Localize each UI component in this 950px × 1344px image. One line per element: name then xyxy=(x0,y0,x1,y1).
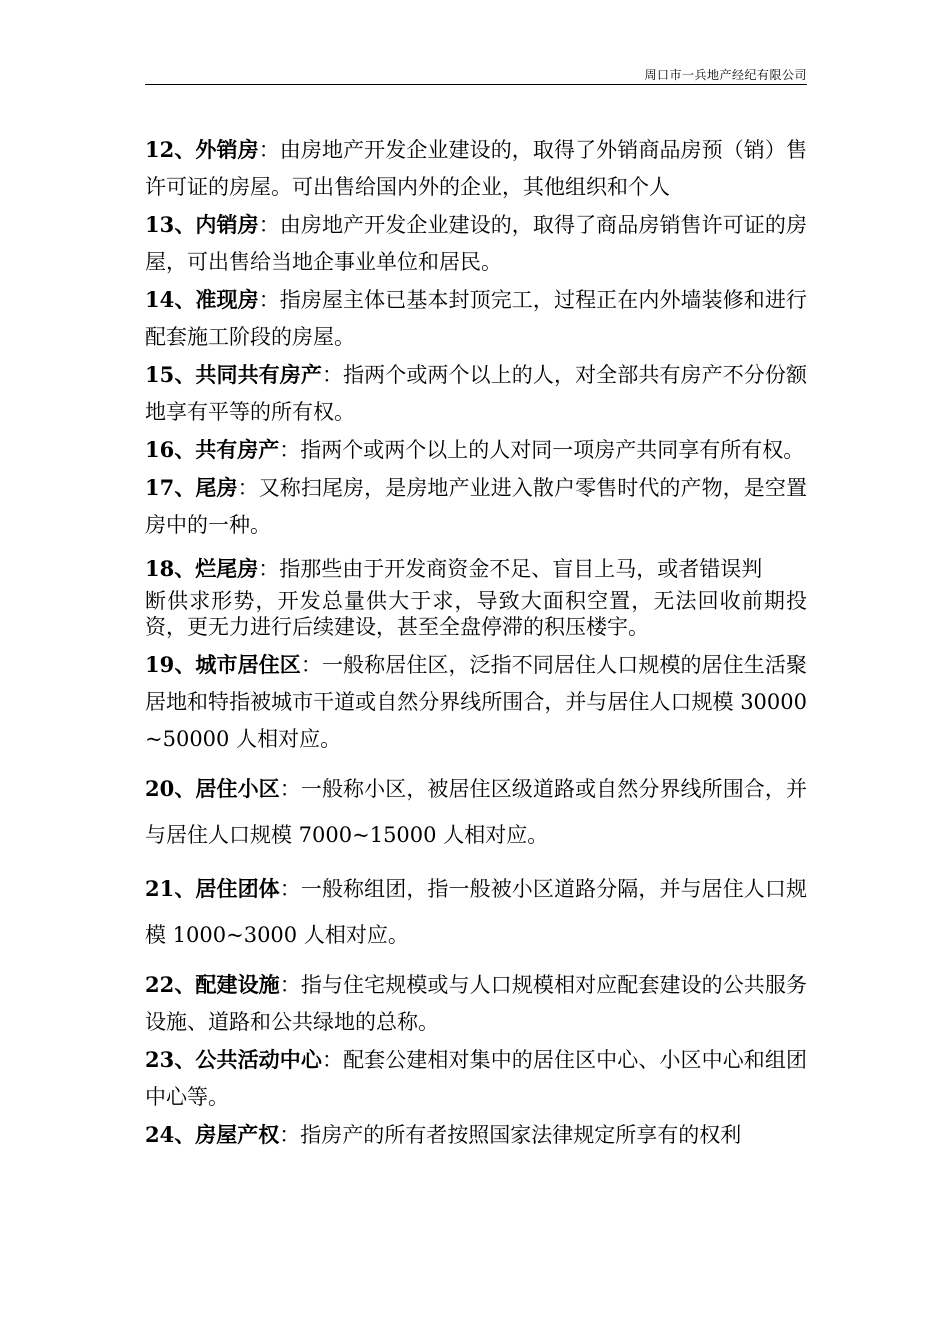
entry-separator: ： xyxy=(321,363,344,387)
entry-definition: 由房地产开发企业建设的，取得了商品房销售许可证的房屋，可出售给当地企事业单位和居民。 xyxy=(145,213,807,274)
entry-term: 19、城市居住区 xyxy=(145,652,301,677)
entry-separator: ： xyxy=(279,1123,301,1147)
entry-term: 14、准现房 xyxy=(145,287,259,312)
entry-term: 18、烂尾房 xyxy=(145,556,259,581)
entry-separator: ： xyxy=(258,557,280,581)
entry-separator: ： xyxy=(279,973,301,997)
entry-definition: 指房产的所有者按照国家法律规定所享有的权利 xyxy=(300,1123,742,1147)
entry-separator: ： xyxy=(279,877,301,901)
entry-definition-line1: 指那些由于开发商资金不足、盲目上马，或者错误判 xyxy=(279,557,763,581)
entry-term: 15、共同共有房产 xyxy=(145,362,322,387)
entry-term: 23、公共活动中心 xyxy=(145,1047,322,1072)
entry-definition: 指两个或两个以上的人对同一项房产共同享有所有权。 xyxy=(300,438,805,462)
entry-21-residential-group xyxy=(145,866,807,958)
entry-13-domestic-sale-house xyxy=(145,206,807,281)
entry-definition: 指房屋主体已基本封顶完工，过程正在内外墙装修和进行配套施工阶段的房屋。 xyxy=(145,288,807,349)
entry-term: 13、内销房 xyxy=(145,212,259,237)
entry-19-urban-residential-district xyxy=(145,646,807,758)
entry-definition: 由房地产开发企业建设的，取得了外销商品房预（销）售许可证的房屋。可出售给国内外的企业，其他组织和个人 xyxy=(145,138,807,199)
entry-separator: ： xyxy=(258,138,280,162)
entry-term: 21、居住团体 xyxy=(145,876,280,901)
entry-term: 20、居住小区 xyxy=(145,776,280,801)
entry-separator: ： xyxy=(258,288,280,312)
entry-term: 16、共有房产 xyxy=(145,437,280,462)
entry-definition: 一般称居住区，泛指不同居住人口规模的居住生活聚居地和特指被城市干道或自然分界线所围合，并与居住人口规模 30000~50000 人相对应。 xyxy=(145,653,807,751)
entry-23-public-activity-center xyxy=(145,1041,807,1116)
entry-22-supporting-facilities xyxy=(145,966,807,1041)
entry-definition: 指两个或两个以上的人，对全部共有房产不分份额地享有平等的所有权。 xyxy=(145,363,807,424)
entry-definition: 又称扫尾房，是房地产业进入散户零售时代的产物，是空置房中的一种。 xyxy=(145,476,807,537)
entry-separator: ： xyxy=(300,653,322,677)
page-header xyxy=(145,64,807,85)
entry-definition: 一般称组团，指一般被小区道路分隔，并与居住人口规模 1000~3000 人相对应。 xyxy=(145,877,807,947)
entry-term: 22、配建设施 xyxy=(145,972,280,997)
header-company-name: 周口市一兵地产经纪有限公司 xyxy=(644,68,807,82)
entry-definition: 配套公建相对集中的居住区中心、小区中心和组团中心等。 xyxy=(145,1048,807,1109)
entry-15-joint-common-property xyxy=(145,356,807,431)
entry-separator: ： xyxy=(279,438,301,462)
entry-definition-rest: 断供求形势，开发总量供大于求，导致大面积空置，无法回收前期投资，更无力进行后续建设，甚至全盘停滞的积压楼宇。 xyxy=(145,589,807,639)
entry-12-foreign-sale-house xyxy=(145,131,807,206)
entry-separator: ： xyxy=(279,777,301,801)
entry-24-property-rights xyxy=(145,1116,807,1154)
entry-18-unfinished-building xyxy=(145,550,807,640)
entry-20-residential-quarter xyxy=(145,766,807,858)
entry-separator: ： xyxy=(258,213,280,237)
entry-first-line xyxy=(145,550,807,588)
entry-term: 17、尾房 xyxy=(145,475,238,500)
entry-separator: ： xyxy=(237,476,259,500)
entry-17-tail-house xyxy=(145,469,807,544)
document-body xyxy=(145,131,807,1154)
entry-16-shared-property xyxy=(145,431,807,469)
entry-term: 24、房屋产权 xyxy=(145,1122,280,1147)
entry-14-quasi-ready-house xyxy=(145,281,807,356)
entry-definition: 指与住宅规模或与人口规模相对应配套建设的公共服务设施、道路和公共绿地的总称。 xyxy=(145,973,807,1034)
entry-separator: ： xyxy=(321,1048,344,1072)
entry-term: 12、外销房 xyxy=(145,137,259,162)
entry-definition: 一般称小区，被居住区级道路或自然分界线所围合，并与居住人口规模 7000~15000 人相对应。 xyxy=(145,777,807,847)
